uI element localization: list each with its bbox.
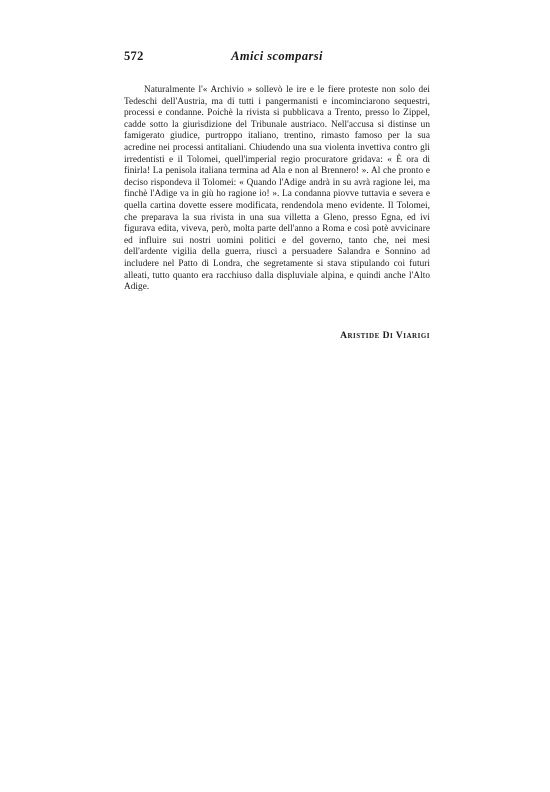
running-head: [124, 49, 430, 65]
page-number: 572: [124, 49, 144, 63]
author-signature: Aristide Di Viarigi: [340, 331, 430, 341]
article-paragraph: Naturalmente l'« Archivio » sollevò le ire e le fiere proteste non solo dei Tedeschi dell'Austria, ma di tutti i pangermanisti e incominciarono sequestri, processi e condanne. Poichè la rivista si pubblicava a Trento, presso lo Zippel, cadde sotto la giurisdizione del Tribunale austriaco. Nell'accusa si distinse un famigerato giudice, purtroppo italiano, trentino, rimasto famoso per la sua acredine nei processi antitaliani. Chiudendo una sua violenta invettiva contro gli irredentisti e il Tolomei, quell'imperial regio procuratore gridava: « È ora di finirla! La penisola italiana termina ad Ala e non al Brennero! ». Al che pronto e deciso rispondeva il Tolomei: « Quando l'Adige andrà in su avrà ragione lei, ma finchè l'Adige va in giù ho ragione io! ». La condanna piovve tuttavia e severa e quella cartina dovette essere modificata, rendendola meno evidente. Il Tolomei, che preparava la sua rivista in una sua villetta a Gleno, presso Egna, ed ivi figurava edita, viveva, però, molta parte dell'anno a Roma e così potè avvicinare ed influire sui nostri uomini politici e del governo, tanto che, nei mesi dell'ardente vigilia della guerra, riuscì a persuadere Salandra e Sonnino ad includere nel Patto di Londra, che segretamente si stava stipulando coi futuri alleati, tutto quanto era racchiuso dalla displuviale alpina, e quindi anche l'Alto Adige.: [124, 85, 430, 293]
running-title: Amici scomparsi: [231, 49, 323, 63]
